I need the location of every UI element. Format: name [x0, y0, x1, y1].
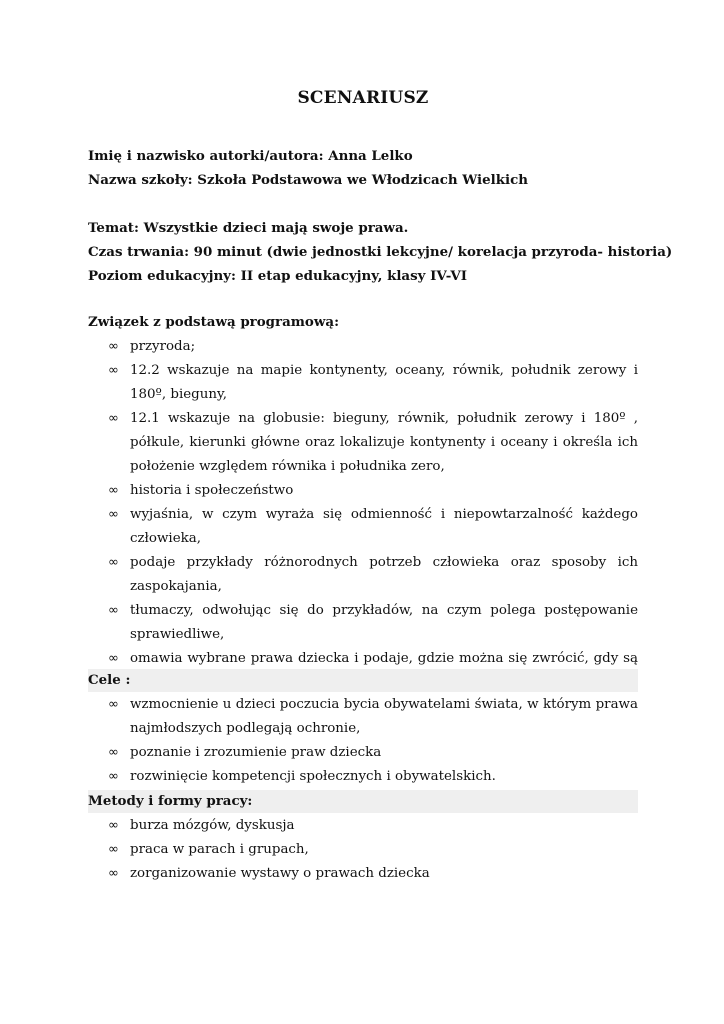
infinity-bullet-icon: ∞ [108, 363, 119, 378]
infinity-bullet-icon: ∞ [108, 769, 119, 784]
list-item: ∞ podaje przykłady różnorodnych potrzeb człowieka oraz sposoby ich zaspokajania, [88, 551, 638, 599]
list-item: ∞ 12.1 wskazuje na globusie: bieguny, równik, południk zerowy i 180º , półkule, kierunki główne oraz lokalizuje kontynenty i oceany i określa ich położenie względem równika i południka zero, [88, 407, 638, 479]
infinity-bullet-icon: ∞ [108, 842, 119, 857]
list-item: ∞ burza mózgów, dyskusja [88, 814, 638, 838]
infinity-bullet-icon: ∞ [108, 745, 119, 760]
infinity-bullet-icon: ∞ [108, 651, 119, 666]
duration-line: Czas trwania: 90 minut (dwie jednostki lekcyjne/ korelacja przyroda- historia) [88, 244, 673, 260]
infinity-bullet-icon: ∞ [108, 339, 119, 354]
infinity-bullet-icon: ∞ [108, 555, 119, 570]
list-item: ∞ historia i społeczeństwo [88, 479, 638, 503]
infinity-bullet-icon: ∞ [108, 697, 119, 712]
infinity-bullet-icon: ∞ [108, 603, 119, 618]
school-line: Nazwa szkoły: Szkoła Podstawowa we Włodzicach Wielkich [88, 172, 528, 188]
level-line: Poziom edukacyjny: II etap edukacyjny, klasy IV-VI [88, 268, 468, 284]
list-item: ∞ wyjaśnia, w czym wyraża się odmienność i niepowtarzalność każdego człowieka, [88, 503, 638, 551]
list-item: ∞ przyroda; [88, 335, 638, 359]
topic-line: Temat: Wszystkie dzieci mają swoje prawa. [88, 220, 409, 236]
curriculum-heading: Związek z podstawą programową: [88, 314, 340, 330]
list-item: ∞ rozwinięcie kompetencji społecznych i obywatelskich. [88, 765, 638, 789]
list-item: ∞ praca w parach i grupach, [88, 838, 638, 862]
document-title: SCENARIUSZ [297, 88, 429, 108]
list-item: ∞ zorganizowanie wystawy o prawach dziecka [88, 862, 638, 886]
author-line: Imię i nazwisko autorki/autora: Anna Lelko [88, 148, 413, 164]
list-item: ∞ wzmocnienie u dzieci poczucia bycia obywatelami świata, w którym prawa najmłodszych podlegają ochronie, [88, 693, 638, 741]
curriculum-list [88, 335, 638, 695]
infinity-bullet-icon: ∞ [108, 818, 119, 833]
list-item: ∞ omawia wybrane prawa dziecka i podaje, gdzie można się zwrócić, gdy są [88, 647, 638, 695]
list-item: ∞ tłumaczy, odwołując się do przykładów, na czym polega postępowanie sprawiedliwe, [88, 599, 638, 647]
methods-list [88, 814, 638, 886]
goals-heading: Cele : [88, 669, 638, 692]
infinity-bullet-icon: ∞ [108, 507, 119, 522]
infinity-bullet-icon: ∞ [108, 483, 119, 498]
methods-heading: Metody i formy pracy: [88, 790, 638, 813]
list-item: ∞ 12.2 wskazuje na mapie kontynenty, oceany, równik, południk zerowy i 180º, bieguny, [88, 359, 638, 407]
infinity-bullet-icon: ∞ [108, 866, 119, 881]
goals-list [88, 693, 638, 789]
list-item: ∞ poznanie i zrozumienie praw dziecka [88, 741, 638, 765]
infinity-bullet-icon: ∞ [108, 411, 119, 426]
